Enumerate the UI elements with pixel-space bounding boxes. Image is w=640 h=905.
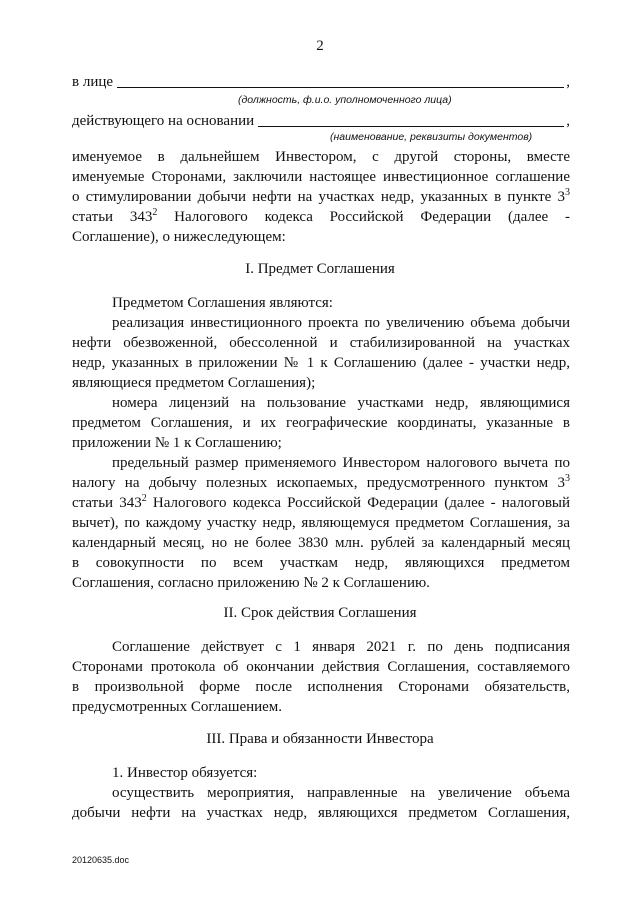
s1-p3-line-2: налогу на добычу полезных ископаемых, предусмотренного пунктом $3^3$ xyxy=(72,473,570,491)
basis-comma: , xyxy=(566,113,570,129)
intro-line-3: о стимулировании добычи нефти на участках недр, указанных в пункте $3^3$ xyxy=(72,187,570,205)
s3-p1-line-2: добычи нефти на участках недр, являющихся предметом Соглашения, xyxy=(72,805,570,821)
basis-field-row xyxy=(72,113,570,130)
person-hint: (должность, ф.и.о. уполномоченного лица) xyxy=(238,94,452,106)
file-name-footer: 20120635.doc xyxy=(72,855,130,865)
intro-line-1: именуемое в дальнейшем Инвестором, с другой стороны, вместе xyxy=(72,149,570,165)
s1-p3-line-1: предельный размер применяемого Инвестором налогового вычета по xyxy=(112,455,570,471)
s1-p3-line-7: Соглашения, согласно приложению № 2 к Соглашению. xyxy=(72,575,430,591)
basis-hint: (наименование, реквизиты документов) xyxy=(330,131,533,143)
s3-item-1: 1. Инвестор обязуется: xyxy=(112,765,258,781)
page-number: 2 xyxy=(316,38,324,54)
s1-p1-line-2: нефти обезвоженной, обессоленной и стабилизированной на участках xyxy=(72,335,570,351)
s1-p3-line-3: статьи $343^2$ Налогового кодекса Российской Федерации (далее - налоговый xyxy=(72,493,571,511)
s1-p1-line-3: недр, указанных в приложении № 1 к Соглашению (далее - участки недр, xyxy=(72,355,570,371)
s2-line-2: Сторонами протокола об окончании действия Соглашения, составляемого xyxy=(72,659,570,675)
s1-p1-line-1: реализация инвестиционного проекта по увеличению объема добычи xyxy=(112,315,570,331)
s2-line-4: предусмотренных Соглашением. xyxy=(72,699,283,715)
intro-line-4: статьи $343^2$ Налогового кодекса Российской Федерации (далее - xyxy=(72,207,570,225)
s1-p1-line-4: являющиеся предметом Соглашения); xyxy=(72,375,316,391)
s1-p3-line-6: в совокупности по всем участкам недр, являющихся предметом xyxy=(72,555,570,571)
s1-p2-line-3: приложении № 1 к Соглашению; xyxy=(72,435,282,451)
intro-line-5: Соглашение), о нижеследующем: xyxy=(72,229,286,245)
basis-blank-line xyxy=(258,113,564,127)
section-1-heading: I. Предмет Соглашения xyxy=(245,261,395,277)
person-field-row xyxy=(72,74,570,91)
s3-p1-line-1: осуществить мероприятия, направленные на увеличение объема xyxy=(112,785,570,801)
s1-p2-line-2: предметом Соглашения, и их географические координаты, указанные в xyxy=(72,415,570,431)
section-3-heading: III. Права и обязанности Инвестора xyxy=(206,731,434,747)
person-blank-line xyxy=(117,74,564,88)
section-1-lead: Предметом Соглашения являются: xyxy=(112,295,333,311)
s2-line-1: Соглашение действует с 1 января 2021 г. по день подписания xyxy=(112,639,570,655)
person-label: в лице xyxy=(72,74,114,90)
section-2-heading: II. Срок действия Соглашения xyxy=(223,605,417,621)
s1-p2-line-1: номера лицензий на пользование участками недр, являющимися xyxy=(112,395,570,411)
s1-p3-line-4: вычет), по каждому участку недр, являющемуся предметом Соглашения, за xyxy=(72,515,570,531)
s2-line-3: в произвольной форме после исполнения Сторонами обязательств, xyxy=(72,679,570,695)
intro-line-2: именуемые Сторонами, заключили настоящее инвестиционное соглашение xyxy=(72,169,570,185)
basis-label: действующего на основании xyxy=(72,113,255,129)
s1-p3-line-5: календарный месяц, но не более 3830 млн. рублей за календарный месяц xyxy=(72,535,570,551)
person-comma: , xyxy=(566,74,570,90)
